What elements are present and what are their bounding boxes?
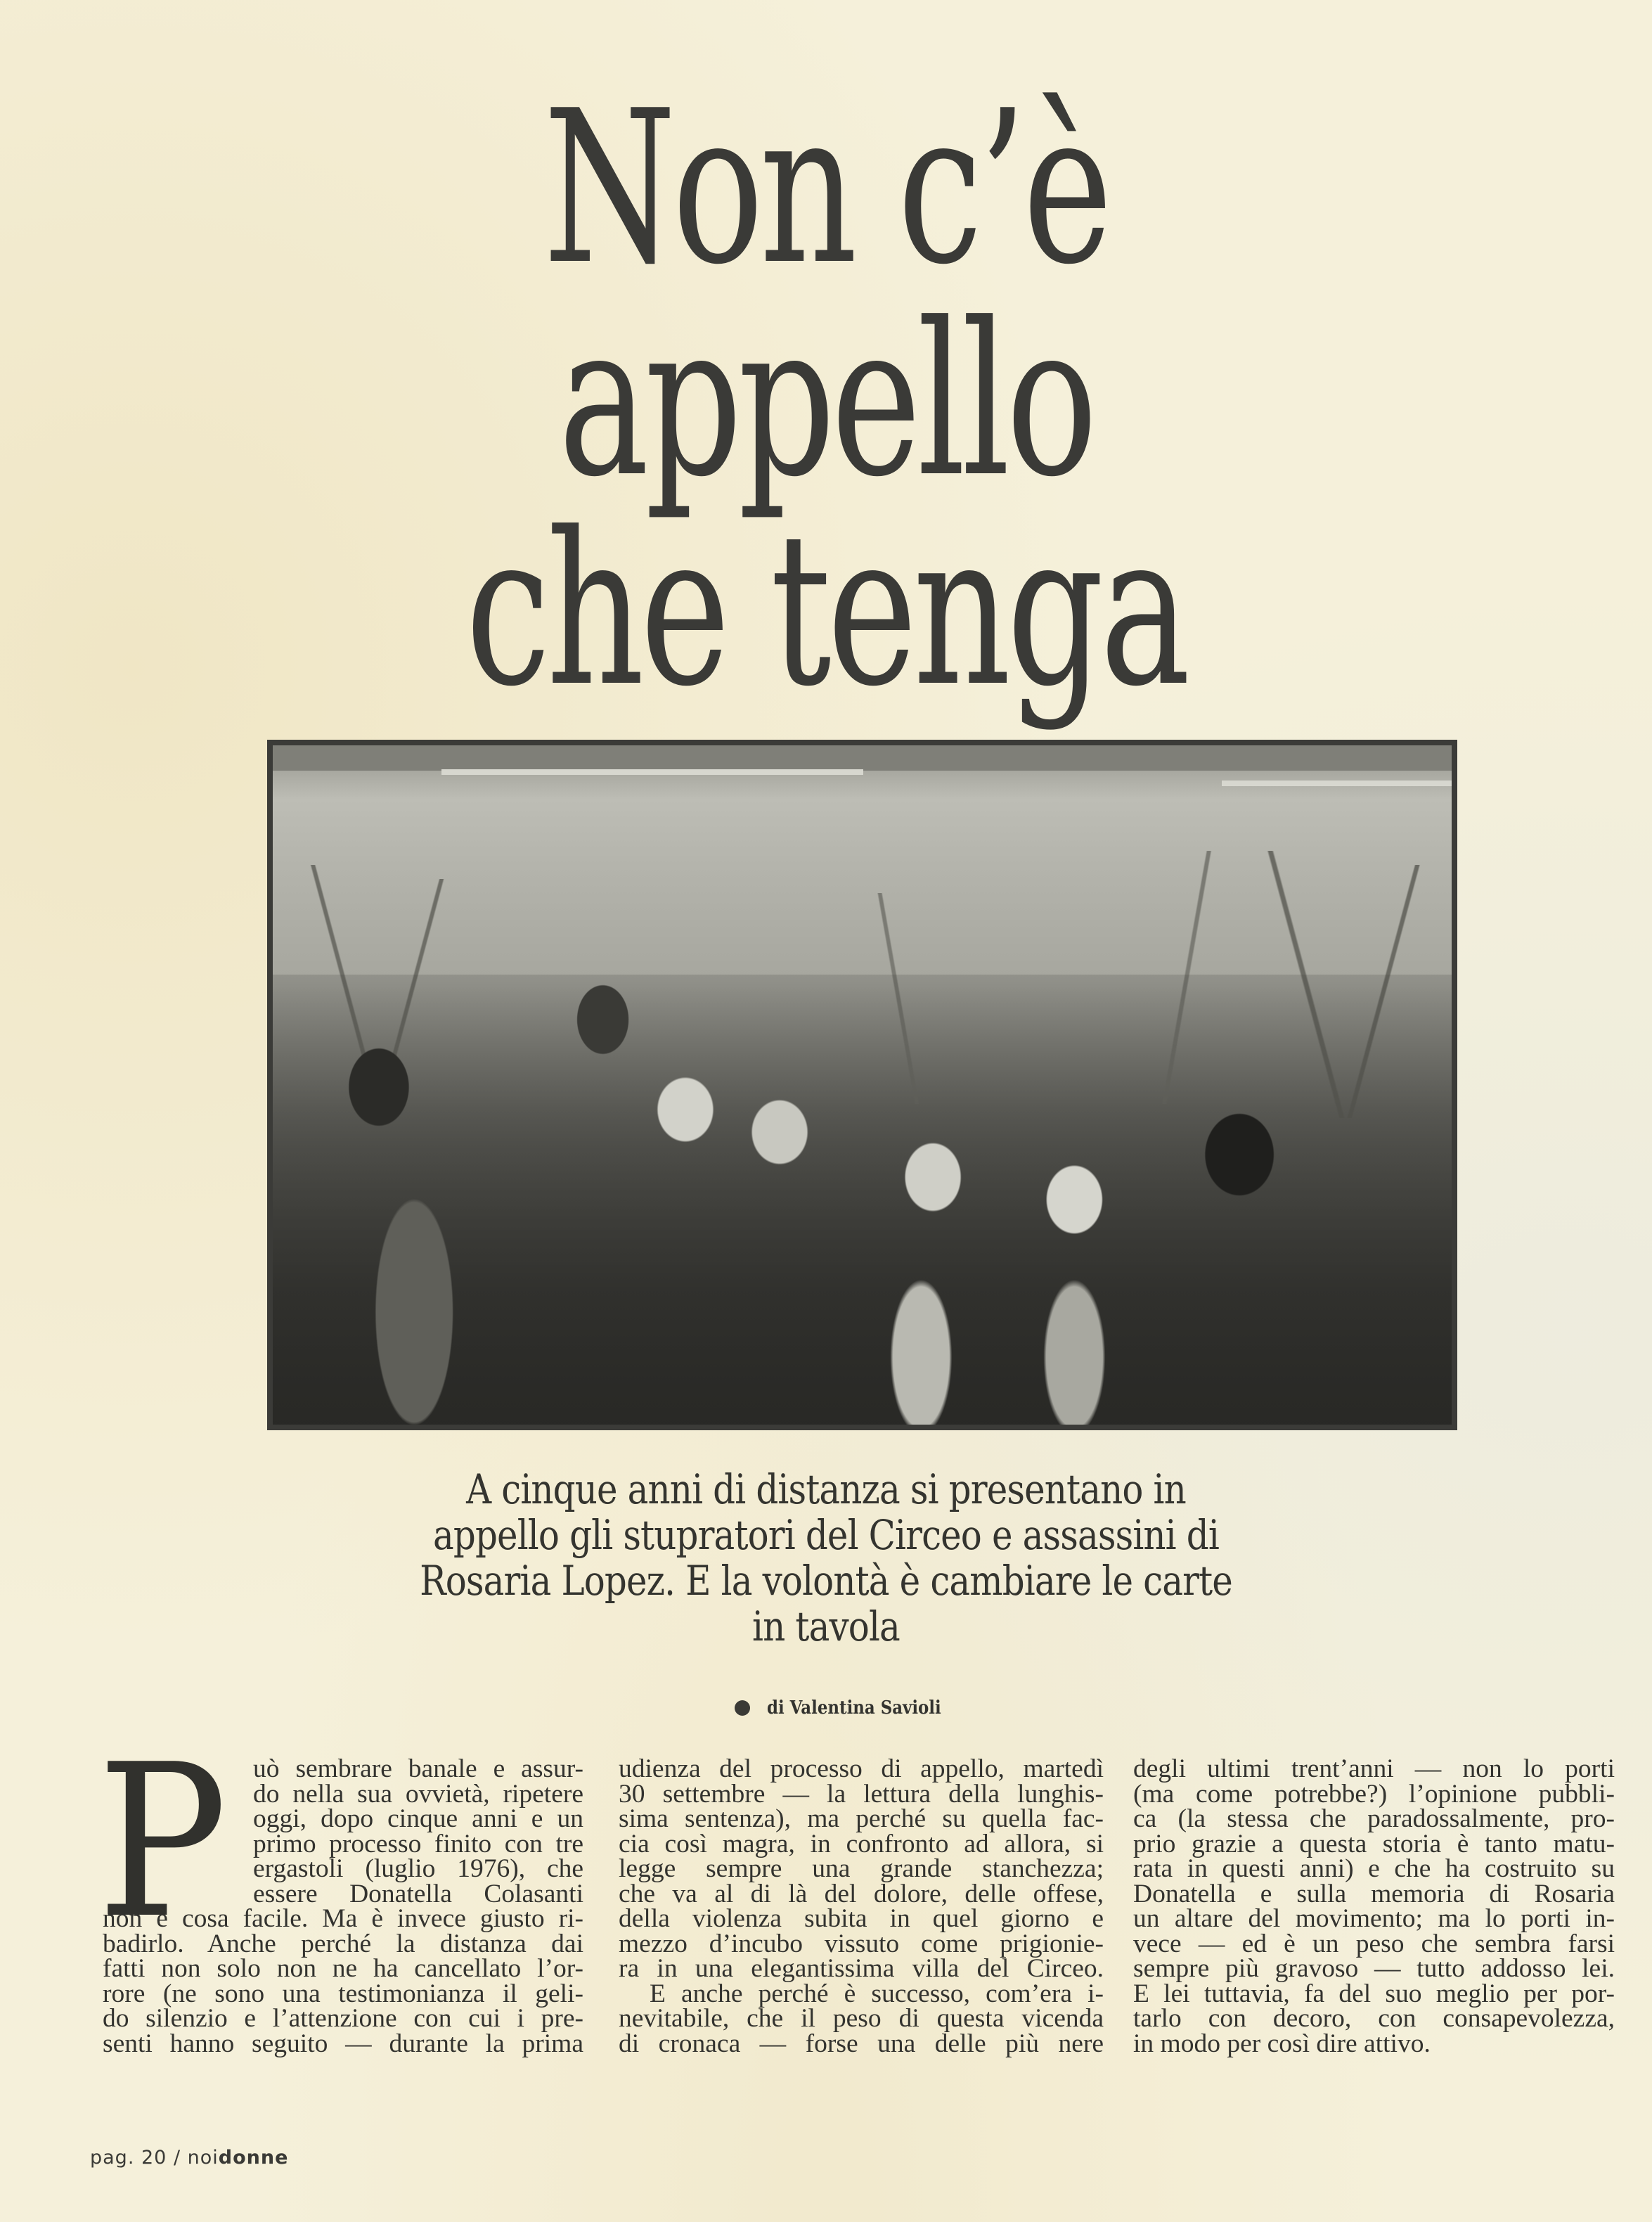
body-line: senti hanno seguito — durante la prima xyxy=(103,2029,583,2058)
body-line: di cronaca — forse una delle più nere xyxy=(619,2029,1104,2058)
deck-line: appello gli stupratori del Circeo e assassini di xyxy=(433,1511,1219,1559)
body-line: E anche perché è successo, com’era i- xyxy=(650,1979,1104,2008)
body-line: sempre più gravoso — tutto addosso lei. xyxy=(1133,1954,1615,1983)
body-column-2 xyxy=(619,1754,1104,2058)
body-line: primo processo finito con tre xyxy=(253,1829,583,1858)
body-line: sima sentenza), ma perché su quella fac- xyxy=(619,1804,1104,1833)
byline-author: di Valentina Savioli xyxy=(767,1697,941,1719)
body-line: uò sembrare banale e assur- xyxy=(253,1754,583,1783)
body-line: non è cosa facile. Ma è invece giusto ri- xyxy=(103,1904,583,1933)
deck-line: Rosaria Lopez. E la volontà è cambiare le carte xyxy=(420,1557,1232,1605)
body-line: un altare del movimento; ma lo porti in- xyxy=(1133,1904,1615,1933)
body-line: ca (la stessa che paradossalmente, pro- xyxy=(1133,1804,1615,1833)
body-line: in modo per così dire attivo. xyxy=(1133,2029,1431,2058)
magazine-name-donne: donne xyxy=(218,2147,289,2169)
bullet-icon xyxy=(735,1700,750,1716)
headline-line-3: che tenga xyxy=(465,487,1187,733)
body-line: do nella sua ovvietà, ripetere xyxy=(253,1779,583,1809)
body-line: Donatella e sulla memoria di Rosaria xyxy=(1133,1879,1615,1908)
body-line: ra in una elegantissima villa del Circeo. xyxy=(619,1954,1104,1983)
body-line: cia così magra, in confronto ad allora, si xyxy=(619,1829,1104,1858)
page-footer xyxy=(90,2146,288,2170)
body-line: della violenza subita in quel giorno e xyxy=(619,1904,1104,1933)
body-line: prio grazie a questa storia è tanto matu- xyxy=(1133,1829,1615,1858)
deck-line: in tavola xyxy=(752,1603,900,1650)
body-line: legge sempre una grande stanchezza; xyxy=(619,1854,1104,1883)
photo-wall-band xyxy=(273,745,1452,771)
body-line: mezzo d’incubo vissuto come prigionie- xyxy=(619,1929,1104,1958)
body-column-1 xyxy=(103,1754,583,2058)
body-line: do silenzio e l’attenzione con cui i pre- xyxy=(103,2004,583,2033)
article-deck xyxy=(211,1467,1441,1650)
body-line: (ma come potrebbe?) l’opinione pubbli- xyxy=(1133,1779,1615,1809)
body-line: essere Donatella Colasanti xyxy=(253,1879,583,1908)
byline xyxy=(735,1696,964,1720)
body-line: rore (ne sono una testimonianza il geli- xyxy=(103,1979,583,2008)
body-line: rata in questi anni) e che ha costruito su xyxy=(1133,1854,1615,1883)
body-line: degli ultimi trent’anni — non lo porti xyxy=(1133,1754,1615,1783)
photo-crowd xyxy=(273,975,1452,1425)
headline-line-1: Non c’è xyxy=(543,65,1109,311)
body-line: vece — ed è un peso che sembra farsi xyxy=(1133,1929,1615,1958)
crowd-protest-photo xyxy=(267,740,1457,1430)
body-line: che va al di là del dolore, delle offese, xyxy=(619,1879,1104,1908)
deck-line: A cinque anni di distanza si presentano in xyxy=(466,1465,1186,1513)
body-line: nevitabile, che il peso di questa vicenda xyxy=(619,2004,1104,2033)
photo-wall-ledge xyxy=(441,769,863,775)
headline-line-2: appello xyxy=(558,278,1094,523)
body-line: E lei tuttavia, fa del suo meglio per por- xyxy=(1133,1979,1615,2008)
body-column-3 xyxy=(1133,1754,1615,2058)
magazine-name-noi: noi xyxy=(187,2147,219,2169)
body-line: tarlo con decoro, con consapevolezza, xyxy=(1133,2004,1615,2033)
body-line: ergastoli (luglio 1976), che xyxy=(253,1854,583,1883)
body-line: udienza del processo di appello, martedì xyxy=(619,1754,1104,1783)
page-number: pag. 20 xyxy=(90,2147,167,2169)
drop-cap: P xyxy=(97,1719,228,1965)
body-line: fatti non solo non ne ha cancellato l’or- xyxy=(103,1954,583,1983)
body-line: badirlo. Anche perché la distanza dai xyxy=(103,1929,583,1958)
body-line: 30 settembre — la lettura della lunghis- xyxy=(619,1779,1104,1809)
body-line: oggi, dopo cinque anni e un xyxy=(253,1804,583,1833)
photo-wall-ledge-right xyxy=(1222,781,1457,786)
footer-separator: / xyxy=(173,2147,181,2169)
